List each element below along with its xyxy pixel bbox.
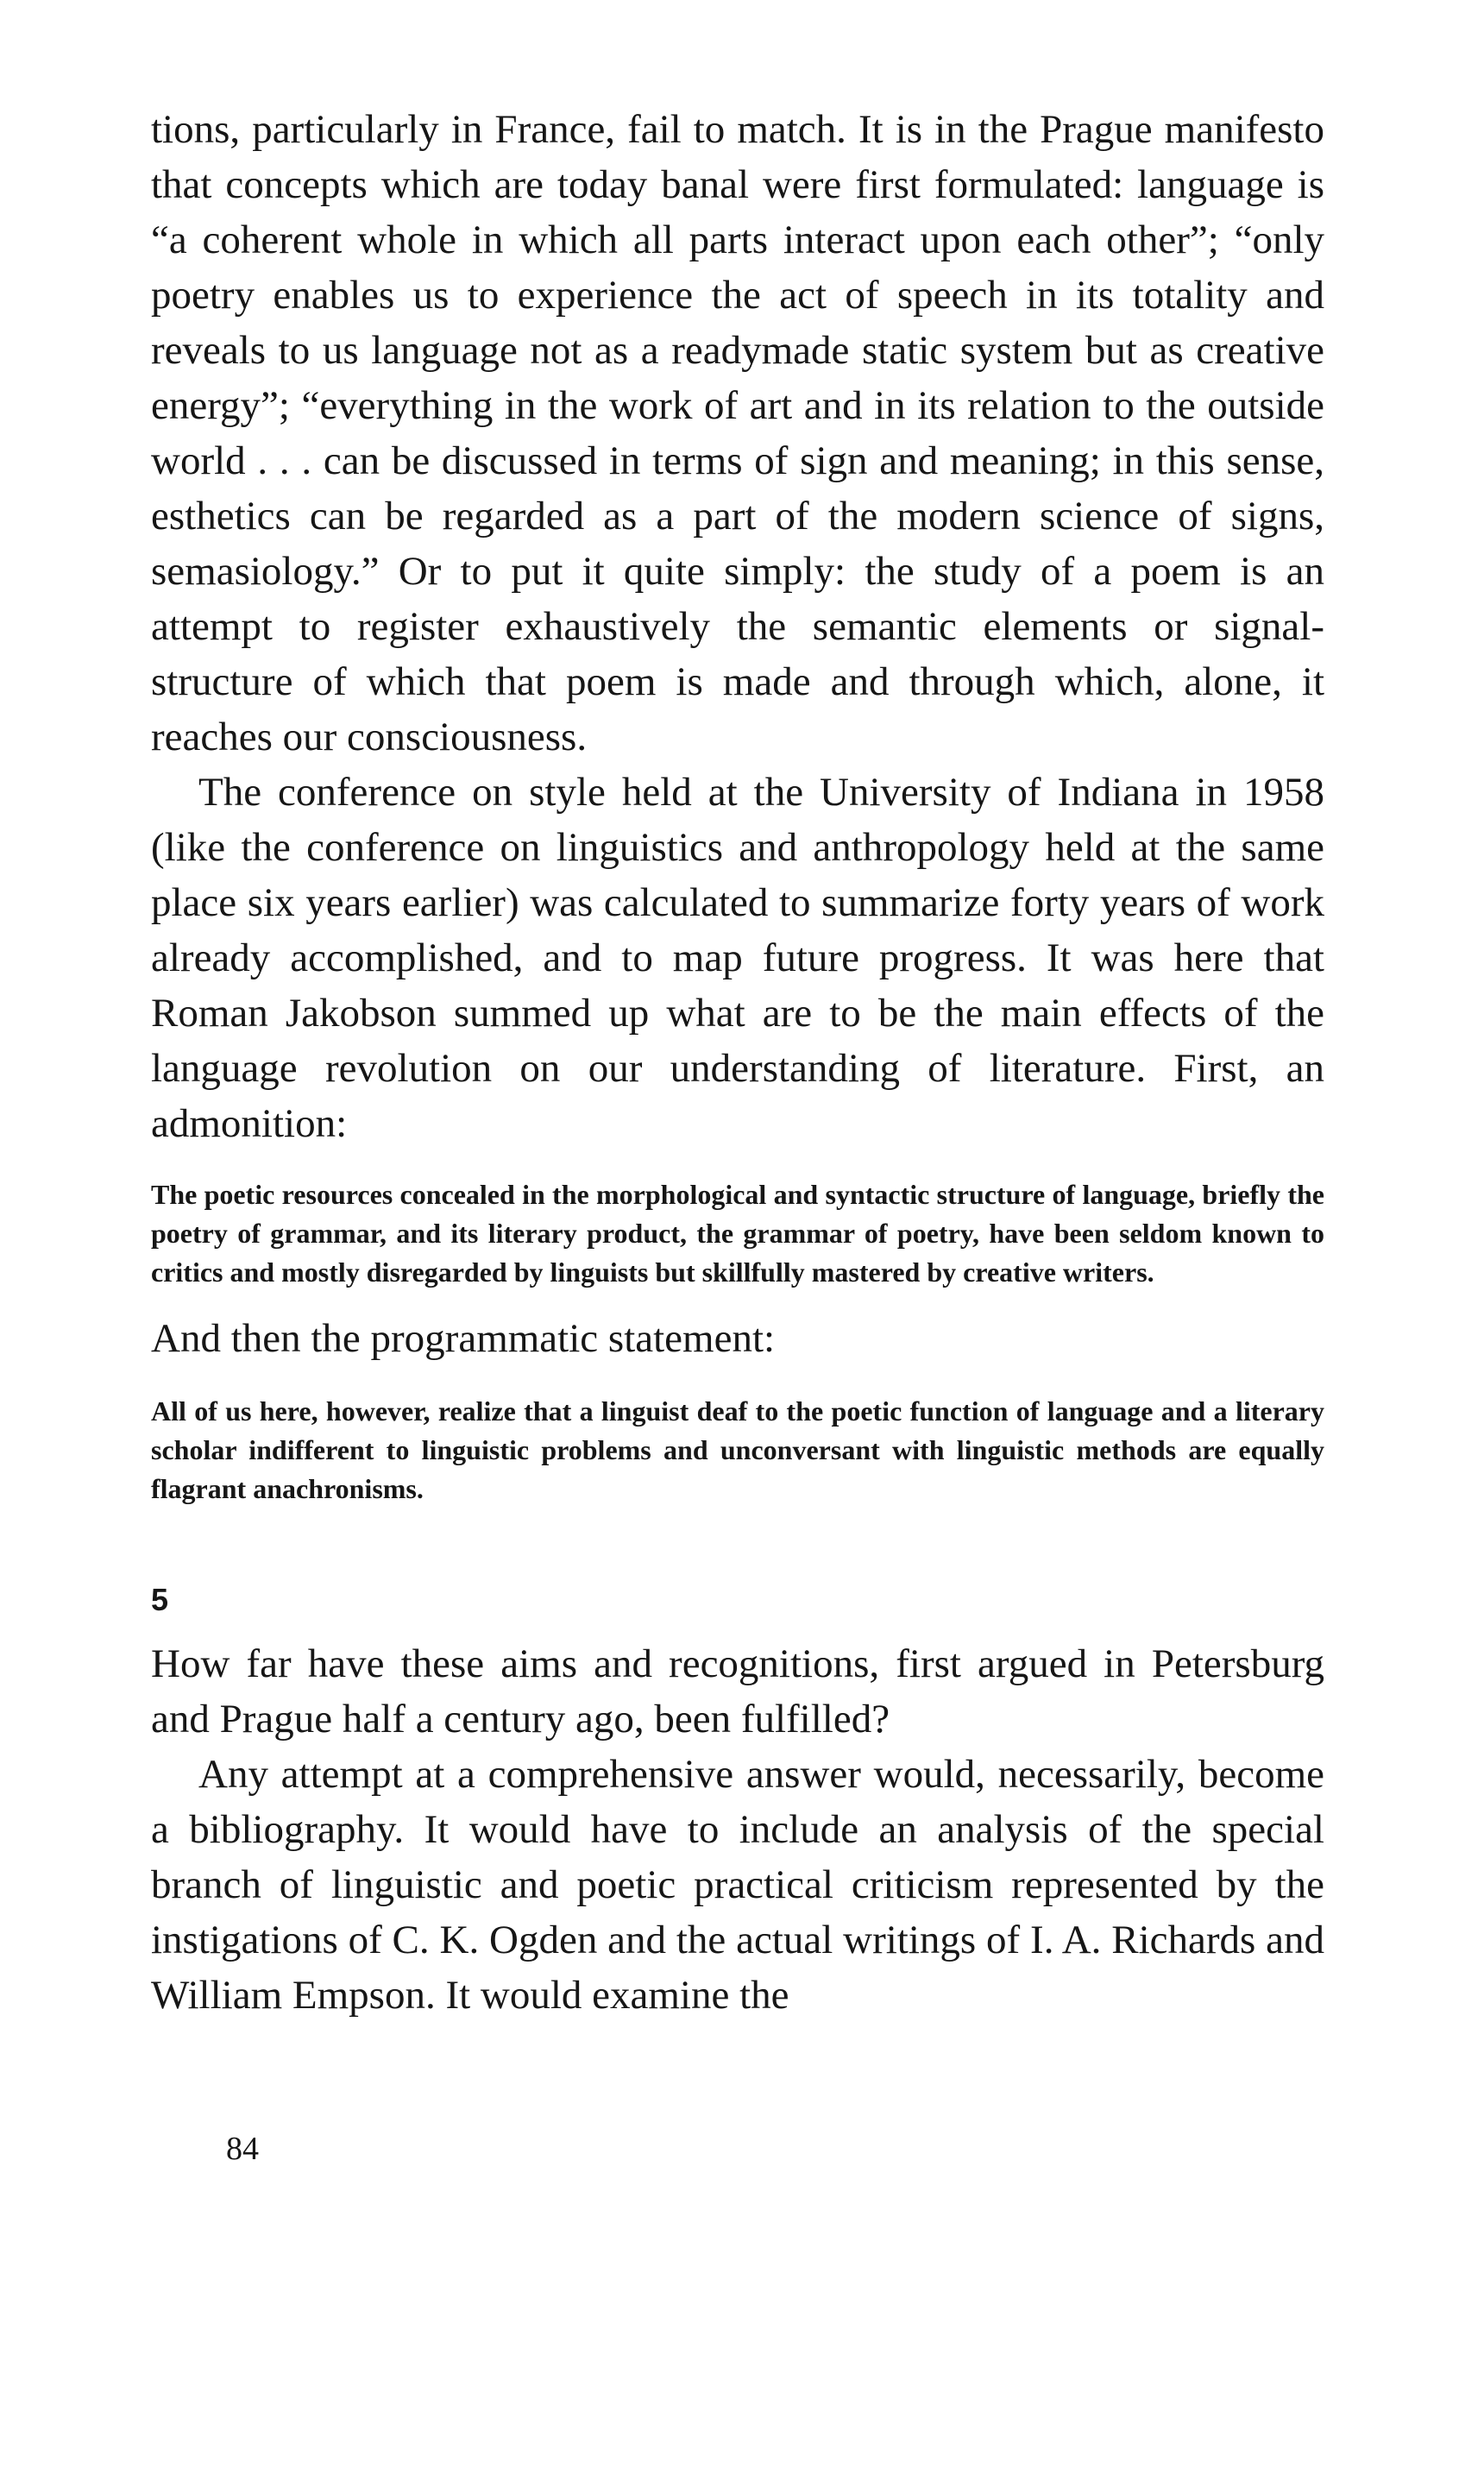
section-number: 5 <box>151 1582 169 1617</box>
paragraph-how-far: How far have these aims and recognitions, first argued in Petersburg and Prague half a century ago, been fulfilled? <box>151 1641 1324 1742</box>
paragraph-comprehensive-answer: Any attempt at a comprehensive answer would, necessarily, become a bibliography. It would have to include an analysis of the special branch of linguistic and poetic practical criticism represented by the instigations of C. K. Ogden and the actual writings of I. A. Richards and William Empson. It would examine the <box>151 1752 1324 2018</box>
block-quote-programmatic-statement: All of us here, however, realize that a linguist deaf to the poetic function of language and a literary scholar indifferent to linguistic problems and unconversant with linguistic methods are equally flagrant anachronisms. <box>151 1395 1324 1504</box>
paragraph-programmatic-intro: And then the programmatic statement: <box>151 1316 776 1361</box>
book-page <box>151 102 1324 2023</box>
block-quote-admonition: The poetic resources concealed in the morphological and syntactic structure of language, briefly the poetry of grammar, and its literary product, the grammar of poetry, have been seldom known to critics and mostly disregarded by linguists but skillfully mastered by creative writers. <box>151 1179 1324 1288</box>
paragraph-prague-manifesto: tions, particularly in France, fail to match. It is in the Prague manifesto that concepts which are today banal were first formulated: language is “a coherent whole in which all parts interact upon each other”; “only poetry enables us to experience the act of speech in its totality and reveals to us language not as a readymade static system but as creative energy”; “everything in the work of art and in its relation to the outside world . . . can be discussed in terms of sign and meaning; in this sense, esthetics can be regarded as a part of the modern science of signs, semasiology.” Or to put it quite simply: the study of a poem is an attempt to register exhaustively the semantic elements or signal-structure of which that poem is made and through which, alone, it reaches our consciousness. <box>151 107 1324 759</box>
paragraph-indiana-conference: The conference on style held at the University of Indiana in 1958 (like the conference on linguistics and anthropology held at the same place six years earlier) was calculated to summarize forty years of work already accomplished, and to map future progress. It was here that Roman Jakobson summed up what are to be the main effects of the language revolution on our understanding of literature. First, an admonition: <box>151 770 1324 1146</box>
page-number: 84 <box>226 2131 259 2167</box>
